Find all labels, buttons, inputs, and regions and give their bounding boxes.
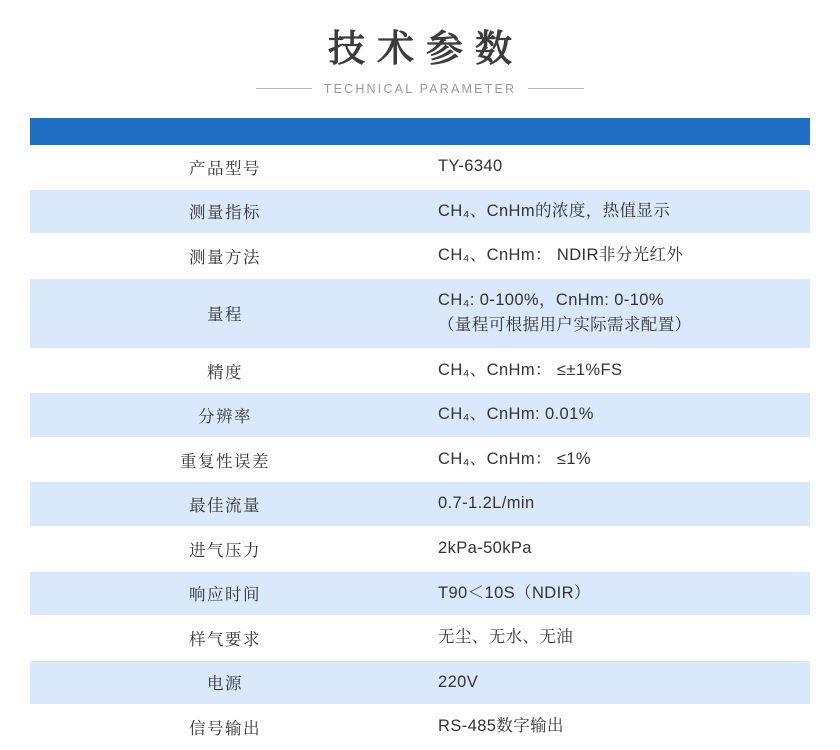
- table-row: [30, 145, 810, 189]
- page-title: 技术参数: [328, 28, 524, 69]
- row-value: [420, 616, 810, 661]
- table-header-bar: [30, 118, 810, 145]
- table-row: [30, 571, 810, 616]
- row-label: 信号输出: [30, 705, 420, 750]
- table-row: [30, 705, 810, 750]
- row-label: 分辨率: [30, 393, 420, 438]
- divider-left: [256, 88, 312, 89]
- row-value-line: CH₄、CnHm： NDIR非分光红外: [438, 246, 684, 265]
- row-label: 精度: [30, 348, 420, 393]
- table-row: [30, 393, 810, 438]
- divider-right: [528, 88, 584, 89]
- row-value: [420, 660, 810, 705]
- page-header: [0, 0, 840, 96]
- page-subtitle: TECHNICAL PARAMETER: [323, 81, 517, 96]
- row-value: [420, 348, 810, 393]
- row-label: 响应时间: [30, 571, 420, 616]
- table-row: [30, 437, 810, 482]
- row-label: 最佳流量: [30, 482, 420, 527]
- row-value: [420, 189, 810, 234]
- row-label: 产品型号: [30, 145, 420, 189]
- table-row: [30, 348, 810, 393]
- row-value-line: 2kPa-50kPa: [438, 539, 532, 557]
- row-value: [420, 705, 810, 750]
- row-label: 进气压力: [30, 527, 420, 572]
- table-row: [30, 278, 810, 348]
- table-row: [30, 234, 810, 279]
- row-value-line: 0.7-1.2L/min: [438, 494, 535, 513]
- row-value: [420, 145, 810, 189]
- row-value: [420, 437, 810, 482]
- table-row: [30, 527, 810, 572]
- row-value: [420, 527, 810, 572]
- row-value-line: CH₄、CnHm： ≤1%: [438, 449, 592, 468]
- subtitle-row: [0, 82, 840, 96]
- row-value-line: CH₄、CnHm的浓度，热值显示: [438, 201, 671, 220]
- table-row: [30, 660, 810, 705]
- table-row: [30, 482, 810, 527]
- row-value-line: T90＜10S（NDIR）: [438, 583, 591, 602]
- row-value-line: CH₄: 0-100%，CnHm: 0-10%: [438, 290, 664, 309]
- row-value-line: RS-485数字输出: [438, 717, 564, 736]
- row-value: [420, 278, 810, 348]
- row-value-line: 无尘、无水、无油: [438, 628, 574, 647]
- row-value: [420, 571, 810, 616]
- row-value: [420, 234, 810, 279]
- row-label: 电源: [30, 660, 420, 705]
- table-row: [30, 616, 810, 661]
- row-label: 重复性误差: [30, 437, 420, 482]
- row-value-line-secondary: （量程可根据用户实际需求配置）: [438, 316, 692, 335]
- row-value-line: CH₄、CnHm: 0.01%: [438, 405, 594, 424]
- row-label: 量程: [30, 278, 420, 348]
- row-label: 测量方法: [30, 234, 420, 279]
- table-header-bar-cell: [30, 118, 810, 145]
- row-value-line: 220V: [438, 672, 479, 691]
- table-row: [30, 189, 810, 234]
- row-value: [420, 393, 810, 438]
- row-value-line: CH₄、CnHm： ≤±1%FS: [438, 360, 623, 379]
- row-value-line: TY-6340: [438, 156, 503, 175]
- row-label: 测量指标: [30, 189, 420, 234]
- row-value: [420, 482, 810, 527]
- row-label: 样气要求: [30, 616, 420, 661]
